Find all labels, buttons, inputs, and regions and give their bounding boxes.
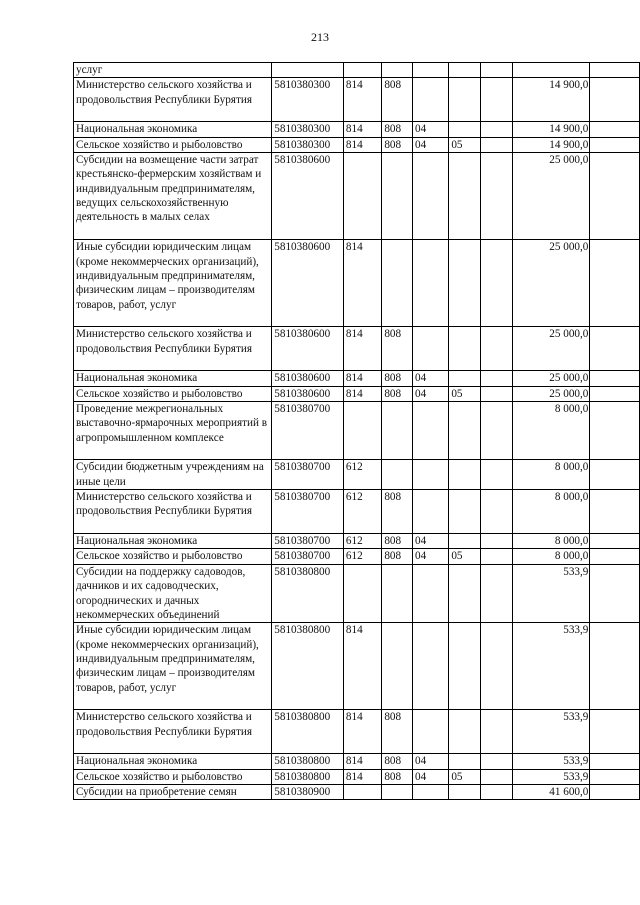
row-name-cell: Иные субсидии юридическим лицам (кроме некоммерческих организаций), индивидуальным предпринимателям, физическим лицам – производителям товаров, работ, услуг [74, 240, 272, 327]
expense-type-cell: 814 [343, 122, 381, 137]
extra-code-cell [480, 549, 512, 564]
empty-cell [590, 122, 640, 137]
ministry-code-cell [382, 63, 413, 78]
section-cell [413, 78, 449, 122]
extra-code-cell [480, 63, 512, 78]
target-article-cell: 5810380700 [272, 460, 344, 490]
table-row [74, 137, 640, 152]
row-name-cell: Проведение межрегиональных выставочно-ярмарочных мероприятий в агропромышленном комплексе [74, 402, 272, 460]
extra-code-cell [480, 122, 512, 137]
empty-cell [590, 240, 640, 327]
expense-type-cell: 814 [343, 769, 381, 784]
ministry-code-cell: 808 [382, 122, 413, 137]
table-row [74, 460, 640, 490]
extra-code-cell [480, 564, 512, 622]
expense-type-cell: 612 [343, 549, 381, 564]
subsection-cell [449, 153, 480, 240]
row-name-cell: Национальная экономика [74, 122, 272, 137]
extra-code-cell [480, 153, 512, 240]
extra-code-cell [480, 327, 512, 371]
extra-code-cell [480, 240, 512, 327]
table-row [74, 564, 640, 622]
section-cell [413, 327, 449, 371]
amount-cell: 8 000,0 [512, 490, 589, 534]
amount-cell: 8 000,0 [512, 549, 589, 564]
subsection-cell [449, 490, 480, 534]
target-article-cell: 5810380600 [272, 153, 344, 240]
empty-cell [590, 63, 640, 78]
extra-code-cell [480, 371, 512, 386]
row-name-cell: Министерство сельского хозяйства и продовольствия Республики Бурятия [74, 710, 272, 754]
empty-cell [590, 623, 640, 710]
target-article-cell [272, 63, 344, 78]
subsection-cell [449, 402, 480, 460]
section-cell [413, 63, 449, 78]
row-name-cell: Сельское хозяйство и рыболовство [74, 386, 272, 401]
target-article-cell: 5810380800 [272, 769, 344, 784]
table-row [74, 710, 640, 754]
row-name-cell: услуг [74, 63, 272, 78]
extra-code-cell [480, 490, 512, 534]
section-cell [413, 153, 449, 240]
section-cell: 04 [413, 137, 449, 152]
subsection-cell [449, 371, 480, 386]
table-row [74, 153, 640, 240]
section-cell [413, 460, 449, 490]
section-cell: 04 [413, 534, 449, 549]
row-name-cell: Субсидии на возмещение части затрат крестьянско-фермерским хозяйствам и индивидуальным предпринимателям, ведущих сельскохозяйственную деятельность в малых селах [74, 153, 272, 240]
section-cell: 04 [413, 549, 449, 564]
target-article-cell: 5810380600 [272, 371, 344, 386]
empty-cell [590, 490, 640, 534]
subsection-cell: 05 [449, 386, 480, 401]
amount-cell: 533,9 [512, 710, 589, 754]
section-cell [413, 490, 449, 534]
amount-cell: 25 000,0 [512, 153, 589, 240]
target-article-cell: 5810380800 [272, 623, 344, 710]
subsection-cell [449, 327, 480, 371]
table-row [74, 490, 640, 534]
expense-type-cell: 814 [343, 623, 381, 710]
section-cell: 04 [413, 754, 449, 769]
row-name-cell: Сельское хозяйство и рыболовство [74, 549, 272, 564]
amount-cell: 533,9 [512, 769, 589, 784]
extra-code-cell [480, 754, 512, 769]
table-row [74, 327, 640, 371]
target-article-cell: 5810380800 [272, 564, 344, 622]
amount-cell: 8 000,0 [512, 402, 589, 460]
target-article-cell: 5810380800 [272, 710, 344, 754]
ministry-code-cell: 808 [382, 754, 413, 769]
section-cell [413, 564, 449, 622]
row-name-cell: Министерство сельского хозяйства и продовольствия Республики Бурятия [74, 78, 272, 122]
target-article-cell: 5810380700 [272, 549, 344, 564]
row-name-cell: Министерство сельского хозяйства и продовольствия Республики Бурятия [74, 327, 272, 371]
subsection-cell: 05 [449, 137, 480, 152]
target-article-cell: 5810380700 [272, 490, 344, 534]
ministry-code-cell: 808 [382, 371, 413, 386]
target-article-cell: 5810380600 [272, 386, 344, 401]
subsection-cell: 05 [449, 769, 480, 784]
amount-cell: 533,9 [512, 564, 589, 622]
row-name-cell: Сельское хозяйство и рыболовство [74, 137, 272, 152]
empty-cell [590, 564, 640, 622]
empty-cell [590, 710, 640, 754]
expense-type-cell: 612 [343, 534, 381, 549]
extra-code-cell [480, 78, 512, 122]
subsection-cell [449, 122, 480, 137]
expense-type-cell: 814 [343, 386, 381, 401]
table-row [74, 402, 640, 460]
subsection-cell [449, 240, 480, 327]
page-number: 213 [311, 30, 329, 44]
ministry-code-cell [382, 623, 413, 710]
target-article-cell: 5810380300 [272, 137, 344, 152]
ministry-code-cell: 808 [382, 710, 413, 754]
subsection-cell [449, 63, 480, 78]
extra-code-cell [480, 710, 512, 754]
amount-cell: 14 900,0 [512, 122, 589, 137]
amount-cell: 8 000,0 [512, 534, 589, 549]
extra-code-cell [480, 534, 512, 549]
extra-code-cell [480, 402, 512, 460]
row-name-cell: Национальная экономика [74, 534, 272, 549]
ministry-code-cell: 808 [382, 549, 413, 564]
target-article-cell: 5810380300 [272, 78, 344, 122]
empty-cell [590, 371, 640, 386]
empty-cell [590, 402, 640, 460]
amount-cell: 8 000,0 [512, 460, 589, 490]
expense-type-cell: 814 [343, 710, 381, 754]
section-cell [413, 710, 449, 754]
expense-type-cell: 814 [343, 78, 381, 122]
amount-cell: 41 600,0 [512, 785, 589, 800]
extra-code-cell [480, 386, 512, 401]
section-cell: 04 [413, 371, 449, 386]
ministry-code-cell: 808 [382, 327, 413, 371]
subsection-cell [449, 710, 480, 754]
section-cell [413, 240, 449, 327]
table-row [74, 78, 640, 122]
target-article-cell: 5810380700 [272, 402, 344, 460]
row-name-cell: Субсидии на поддержку садоводов, дачников и их садоводческих, огороднических и дачных некоммерческих объединений [74, 564, 272, 622]
ministry-code-cell: 808 [382, 386, 413, 401]
section-cell [413, 785, 449, 800]
empty-cell [590, 386, 640, 401]
table-row [74, 386, 640, 401]
amount-cell: 14 900,0 [512, 78, 589, 122]
row-name-cell: Субсидии на приобретение семян [74, 785, 272, 800]
subsection-cell [449, 534, 480, 549]
expense-type-cell [343, 153, 381, 240]
target-article-cell: 5810380600 [272, 327, 344, 371]
table-row [74, 534, 640, 549]
empty-cell [590, 549, 640, 564]
table-row [74, 785, 640, 800]
ministry-code-cell [382, 785, 413, 800]
amount-cell: 25 000,0 [512, 240, 589, 327]
subsection-cell [449, 754, 480, 769]
amount-cell: 25 000,0 [512, 371, 589, 386]
table-row [74, 623, 640, 710]
expense-type-cell [343, 402, 381, 460]
empty-cell [590, 460, 640, 490]
ministry-code-cell [382, 402, 413, 460]
target-article-cell: 5810380800 [272, 754, 344, 769]
table-row [74, 240, 640, 327]
empty-cell [590, 785, 640, 800]
expense-type-cell: 814 [343, 137, 381, 152]
amount-cell: 25 000,0 [512, 386, 589, 401]
section-cell [413, 402, 449, 460]
subsection-cell [449, 78, 480, 122]
table-row [74, 769, 640, 784]
row-name-cell: Национальная экономика [74, 371, 272, 386]
expense-type-cell: 814 [343, 754, 381, 769]
target-article-cell: 5810380600 [272, 240, 344, 327]
table-row [74, 63, 640, 78]
expense-type-cell [343, 564, 381, 622]
budget-table-body [74, 63, 640, 800]
extra-code-cell [480, 769, 512, 784]
subsection-cell [449, 623, 480, 710]
target-article-cell: 5810380700 [272, 534, 344, 549]
extra-code-cell [480, 623, 512, 710]
expense-type-cell: 814 [343, 371, 381, 386]
expense-type-cell: 612 [343, 460, 381, 490]
empty-cell [590, 769, 640, 784]
expense-type-cell [343, 63, 381, 78]
ministry-code-cell: 808 [382, 137, 413, 152]
extra-code-cell [480, 137, 512, 152]
table-row [74, 549, 640, 564]
ministry-code-cell: 808 [382, 490, 413, 534]
ministry-code-cell: 808 [382, 769, 413, 784]
section-cell: 04 [413, 122, 449, 137]
row-name-cell: Сельское хозяйство и рыболовство [74, 769, 272, 784]
subsection-cell [449, 460, 480, 490]
expense-type-cell: 814 [343, 240, 381, 327]
amount-cell [512, 63, 589, 78]
subsection-cell: 05 [449, 549, 480, 564]
subsection-cell [449, 564, 480, 622]
amount-cell: 25 000,0 [512, 327, 589, 371]
row-name-cell: Министерство сельского хозяйства и продовольствия Республики Бурятия [74, 490, 272, 534]
target-article-cell: 5810380300 [272, 122, 344, 137]
empty-cell [590, 78, 640, 122]
target-article-cell: 5810380900 [272, 785, 344, 800]
ministry-code-cell [382, 564, 413, 622]
table-row [74, 122, 640, 137]
empty-cell [590, 754, 640, 769]
subsection-cell [449, 785, 480, 800]
extra-code-cell [480, 785, 512, 800]
section-cell: 04 [413, 769, 449, 784]
row-name-cell: Субсидии бюджетным учреждениям на иные цели [74, 460, 272, 490]
ministry-code-cell [382, 153, 413, 240]
expense-type-cell [343, 785, 381, 800]
amount-cell: 533,9 [512, 623, 589, 710]
ministry-code-cell [382, 240, 413, 327]
row-name-cell: Национальная экономика [74, 754, 272, 769]
expense-type-cell: 612 [343, 490, 381, 534]
empty-cell [590, 137, 640, 152]
table-row [74, 371, 640, 386]
table-row [74, 754, 640, 769]
section-cell: 04 [413, 386, 449, 401]
empty-cell [590, 153, 640, 240]
budget-table [73, 62, 640, 800]
extra-code-cell [480, 460, 512, 490]
expense-type-cell: 814 [343, 327, 381, 371]
ministry-code-cell [382, 460, 413, 490]
amount-cell: 533,9 [512, 754, 589, 769]
row-name-cell: Иные субсидии юридическим лицам (кроме некоммерческих организаций), индивидуальным предпринимателям, физическим лицам – производителям товаров, работ, услуг [74, 623, 272, 710]
ministry-code-cell: 808 [382, 534, 413, 549]
amount-cell: 14 900,0 [512, 137, 589, 152]
empty-cell [590, 327, 640, 371]
section-cell [413, 623, 449, 710]
empty-cell [590, 534, 640, 549]
ministry-code-cell: 808 [382, 78, 413, 122]
